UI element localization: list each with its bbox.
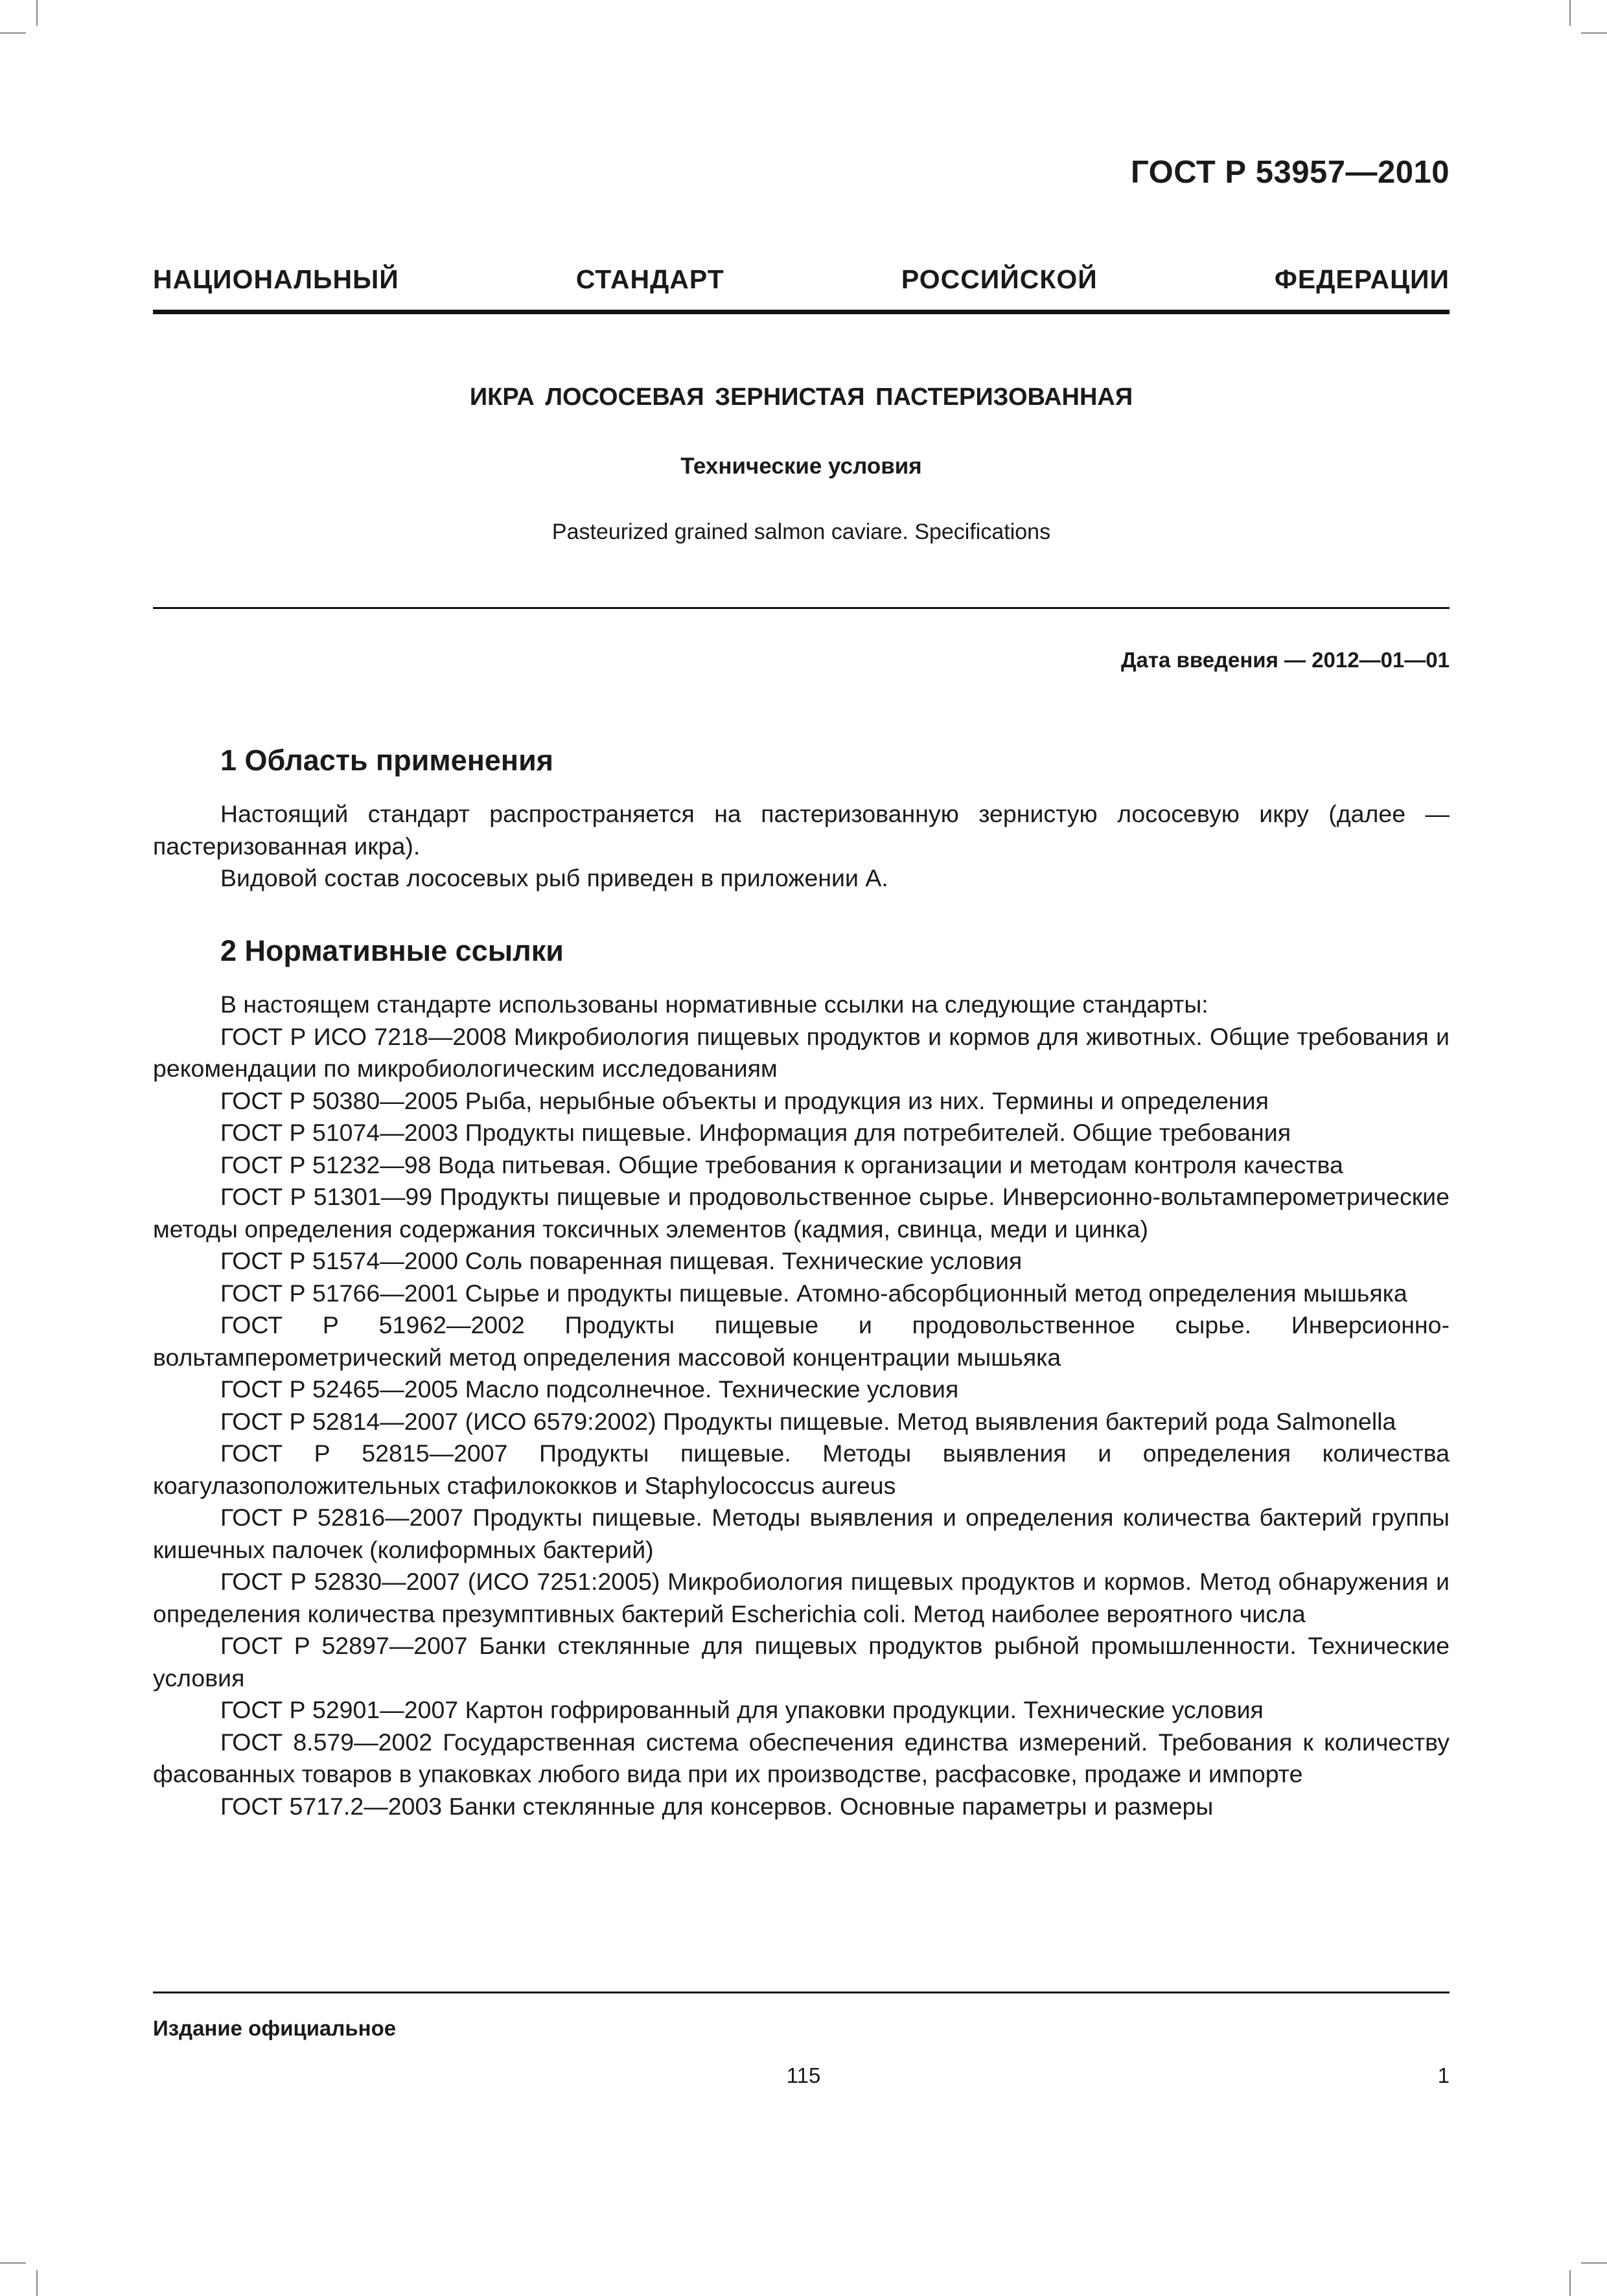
paragraph: Видовой состав лососевых рыб приведен в приложении А. — [220, 864, 888, 891]
page-number-local: 1 — [1437, 2063, 1450, 2087]
reference-item: ГОСТ 8.579—2002 Государственная система обеспечения единства измерений. Требования к количеству фасованных товаров в упаковках любого вида при их производстве, расфасовке, продаже и импорте — [153, 1728, 1450, 1787]
section-heading-references: 2 Нормативные ссылки — [220, 934, 564, 967]
reference-item: ГОСТ Р 51074—2003 Продукты пищевые. Информация для потребителей. Общие требования — [220, 1119, 1291, 1146]
crop-mark — [1569, 0, 1571, 26]
reference-item: ГОСТ 5717.2—2003 Банки стеклянные для консервов. Основные параметры и размеры — [220, 1792, 1214, 1820]
document-title: ИКРА ЛОСОСЕВАЯ ЗЕРНИСТАЯ ПАСТЕРИЗОВАННАЯ — [469, 384, 1133, 411]
reference-item: ГОСТ Р 51574—2000 Соль поваренная пищевая. Технические условия — [220, 1247, 1023, 1274]
crop-mark — [1581, 2262, 1607, 2264]
section-body-scope — [153, 798, 1450, 895]
introduction-date: Дата введения — 2012—01—01 — [1121, 648, 1450, 672]
crop-mark — [0, 2262, 26, 2264]
national-standard-banner: НАЦИОНАЛЬНЫЙ СТАНДАРТ РОССИЙСКОЙ ФЕДЕРАЦИИ — [153, 264, 1450, 294]
document-subtitle: Технические условия — [680, 453, 922, 479]
reference-item: ГОСТ Р 52816—2007 Продукты пищевые. Методы выявления и определения количества бактерий группы кишечных палочек (колиформных бактерий) — [153, 1504, 1450, 1563]
crop-mark — [36, 2270, 38, 2296]
reference-item: ГОСТ Р 51766—2001 Сырье и продукты пищевые. Атомно-абсорбционный метод определения мышьяка — [220, 1279, 1407, 1307]
reference-item: ГОСТ Р 52814—2007 (ИСО 6579:2002) Продукты пищевые. Метод выявления бактерий рода Salmonella — [220, 1407, 1396, 1435]
crop-mark — [36, 0, 38, 26]
reference-item: ГОСТ Р 52830—2007 (ИСО 7251:2005) Микробиология пищевых продуктов и кормов. Метод обнаружения и определения количества презумптивных бактерий Escherichia coli. Метод наиболее вероятного числа — [153, 1568, 1450, 1627]
section-heading-scope: 1 Область применения — [220, 744, 554, 777]
reference-item: ГОСТ Р 51232—98 Вода питьевая. Общие требования к организации и методам контроля качества — [220, 1151, 1343, 1178]
reference-item: ГОСТ Р 52897—2007 Банки стеклянные для пищевых продуктов рыбной промышленности. Технические условия — [153, 1632, 1450, 1692]
header-divider — [153, 310, 1450, 314]
reference-item: ГОСТ Р 52815—2007 Продукты пищевые. Методы выявления и определения количества коагулазоположительных стафилококков и Staphylococcus aureus — [153, 1440, 1450, 1499]
document-title-english: Pasteurized grained salmon caviare. Specifications — [551, 520, 1051, 544]
crop-mark — [1581, 32, 1607, 34]
section-body-references — [153, 989, 1450, 1822]
footer-divider — [153, 1992, 1450, 1993]
crop-mark — [0, 32, 26, 34]
document-code: ГОСТ Р 53957—2010 — [1130, 155, 1450, 190]
edition-label: Издание официальное — [153, 2016, 397, 2040]
title-divider — [153, 607, 1450, 609]
reference-item: ГОСТ Р ИСО 7218—2008 Микробиология пищевых продуктов и кормов для животных. Общие требования и рекомендации по микробиологическим исследованиям — [153, 1022, 1450, 1082]
reference-item: ГОСТ Р 50380—2005 Рыба, нерыбные объекты и продукция из них. Термины и определения — [220, 1086, 1269, 1114]
paragraph: В настоящем стандарте использованы нормативные ссылки на следующие стандарты: — [220, 991, 1208, 1018]
reference-item: ГОСТ Р 51962—2002 Продукты пищевые и продовольственное сырье. Инверсионно-вольтамперометрический метод определения массовой концентрации мышьяка — [153, 1311, 1450, 1371]
reference-item: ГОСТ Р 51301—99 Продукты пищевые и продовольственное сырье. Инверсионно-вольтамперометрические методы определения содержания токсичных элементов (кадмия, свинца, меди и цинка) — [153, 1183, 1450, 1243]
page-number: 115 — [786, 2063, 821, 2087]
paragraph: Настоящий стандарт распространяется на пастеризованную зернистую лососевую икру (далее — пастеризованная икра). — [153, 800, 1450, 860]
crop-mark — [1569, 2270, 1571, 2296]
reference-item: ГОСТ Р 52901—2007 Картон гофрированный для упаковки продукции. Технические условия — [220, 1696, 1264, 1723]
reference-item: ГОСТ Р 52465—2005 Масло подсолнечное. Технические условия — [220, 1375, 959, 1403]
